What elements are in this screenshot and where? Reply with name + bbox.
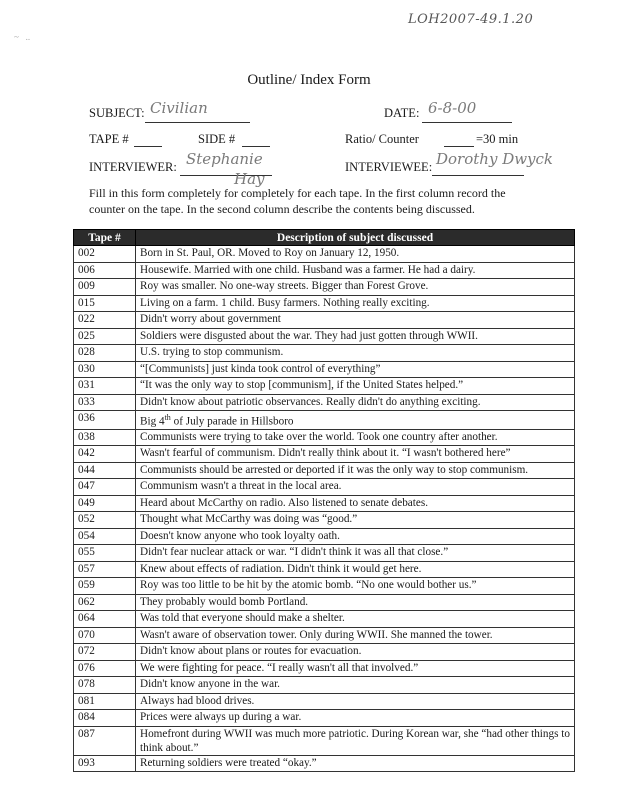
table-row [74,578,575,595]
tape-number-cell: 076 [74,660,136,677]
description-cell: Communists were trying to take over the world. Took one country after another. [136,429,575,446]
table-row [74,279,575,296]
tape-number-cell: 022 [74,312,136,329]
index-table [73,229,575,772]
tape-column-header: Tape # [74,230,136,246]
date-line [422,122,512,123]
description-cell: We were fighting for peace. “I really wasn't all that involved.” [136,660,575,677]
tape-number-cell: 072 [74,644,136,661]
description-cell: Thought what McCarthy was doing was “good.” [136,512,575,529]
table-row [74,462,575,479]
table-row [74,726,575,755]
description-cell: Communists should be arrested or deported if it was the only way to stop communism. [136,462,575,479]
description-cell: Didn't worry about government [136,312,575,329]
ratio-suffix: =30 min [476,132,519,146]
description-cell: Living on a farm. 1 child. Busy farmers. Nothing really exciting. [136,295,575,312]
table-row [74,611,575,628]
description-cell: Prices were always up during a war. [136,710,575,727]
description-cell: Wasn't fearful of communism. Didn't really think about it. “I wasn't bothered here” [136,446,575,463]
description-cell: Soldiers were disgusted about the war. They had just gotten through WWII. [136,328,575,345]
interviewee-value: Dorothy Dwyck [436,150,554,168]
table-row [74,312,575,329]
table-row [74,710,575,727]
margin-marks: ~ .. [14,32,31,42]
table-row [74,446,575,463]
description-cell: Didn't know about plans or routes for evacuation. [136,644,575,661]
interviewer-label: INTERVIEWER: [89,160,177,174]
table-row [74,660,575,677]
table-row [74,411,575,430]
tape-number-cell: 087 [74,726,136,755]
description-cell: Born in St. Paul, OR. Moved to Roy on January 12, 1950. [136,246,575,263]
description-cell: Homefront during WWII was much more patriotic. During Korean war, she “had other things to think about.” [136,726,575,755]
tape-number-cell: 070 [74,627,136,644]
tape-number-cell: 062 [74,594,136,611]
tape-line [134,146,162,147]
tape-number-cell: 031 [74,378,136,395]
tape-number-cell: 055 [74,545,136,562]
table-row [74,479,575,496]
tape-number-cell: 054 [74,528,136,545]
interviewer-value-line1: Stephanie [186,150,263,168]
table-row [74,295,575,312]
tape-number-cell: 078 [74,677,136,694]
table-row [74,429,575,446]
table-row [74,561,575,578]
table-row [74,594,575,611]
description-cell: Heard about McCarthy on radio. Also listened to senate debates. [136,495,575,512]
description-cell: “It was the only way to stop [communism], if the United States helped.” [136,378,575,395]
date-value: 6-8-00 [428,99,477,117]
tape-number-cell: 028 [74,345,136,362]
table-row [74,528,575,545]
subject-label: SUBJECT: [89,106,145,120]
description-column-header: Description of subject discussed [136,230,575,246]
description-cell: Always had blood drives. [136,693,575,710]
table-row [74,394,575,411]
interviewee-label: INTERVIEWEE: [345,160,433,174]
tape-number-cell: 006 [74,262,136,279]
description-cell: Returning soldiers were treated “okay.” [136,755,575,772]
tape-number-cell: 009 [74,279,136,296]
interviewer-value-line2: Hay [234,170,265,188]
description-cell: Wasn't aware of observation tower. Only during WWII. She manned the tower. [136,627,575,644]
description-cell: Big 4th of July parade in Hillsboro [136,411,575,430]
table-body [74,246,575,772]
tape-number-cell: 002 [74,246,136,263]
description-cell: Didn't know about patriotic observances. Really didn't do anything exciting. [136,394,575,411]
tape-number-cell: 030 [74,361,136,378]
tape-number-cell: 038 [74,429,136,446]
tape-number-cell: 064 [74,611,136,628]
table-row [74,627,575,644]
table-row [74,755,575,772]
description-cell: They probably would bomb Portland. [136,594,575,611]
tape-number-cell: 047 [74,479,136,496]
description-cell: Didn't fear nuclear attack or war. “I didn't think it was all that close.” [136,545,575,562]
tape-number-cell: 057 [74,561,136,578]
tape-number-cell: 093 [74,755,136,772]
interviewee-line [432,175,524,176]
table-row [74,644,575,661]
table-row [74,328,575,345]
tape-number-cell: 015 [74,295,136,312]
table-row [74,545,575,562]
description-cell: Was told that everyone should make a shelter. [136,611,575,628]
description-cell: Communism wasn't a threat in the local area. [136,479,575,496]
description-cell: Doesn't know anyone who took loyalty oath. [136,528,575,545]
tape-number-cell: 025 [74,328,136,345]
subject-value: Civilian [150,99,208,117]
tape-number-cell: 049 [74,495,136,512]
description-cell: Roy was too little to be hit by the atomic bomb. “No one would bother us.” [136,578,575,595]
side-label: SIDE # [198,132,236,146]
description-cell: Roy was smaller. No one-way streets. Bigger than Forest Grove. [136,279,575,296]
tape-number-cell: 036 [74,411,136,430]
tape-number-cell: 044 [74,462,136,479]
tape-number-cell: 081 [74,693,136,710]
table-row [74,495,575,512]
tape-number-cell: 084 [74,710,136,727]
table-row [74,262,575,279]
tape-label: TAPE # [89,132,129,146]
description-cell: Didn't know anyone in the war. [136,677,575,694]
tape-number-cell: 059 [74,578,136,595]
description-cell: “[Communists] just kinda took control of everything” [136,361,575,378]
tape-number-cell: 042 [74,446,136,463]
description-cell: Housewife. Married with one child. Husband was a farmer. He had a dairy. [136,262,575,279]
description-cell: U.S. trying to stop communism. [136,345,575,362]
date-label: DATE: [384,106,420,120]
subject-line [145,122,250,123]
side-line [242,146,270,147]
table-row [74,693,575,710]
table-row [74,378,575,395]
accession-number: LOH2007-49.1.20 [408,12,534,27]
tape-number-cell: 033 [74,394,136,411]
table-row [74,246,575,263]
table-row [74,512,575,529]
table-row [74,677,575,694]
page-title: Outline/ Index Form [247,72,371,88]
tape-number-cell: 052 [74,512,136,529]
description-cell: Knew about effects of radiation. Didn't think it would get here. [136,561,575,578]
table-row [74,345,575,362]
instructions-text: Fill in this form completely for completely for each tape. In the first column record the counter on the tape. In the second column describe the contents being discussed. [89,186,506,216]
table-header-row [74,230,575,246]
ratio-line [444,146,474,147]
ratio-label: Ratio/ Counter [345,132,419,146]
table-row [74,361,575,378]
